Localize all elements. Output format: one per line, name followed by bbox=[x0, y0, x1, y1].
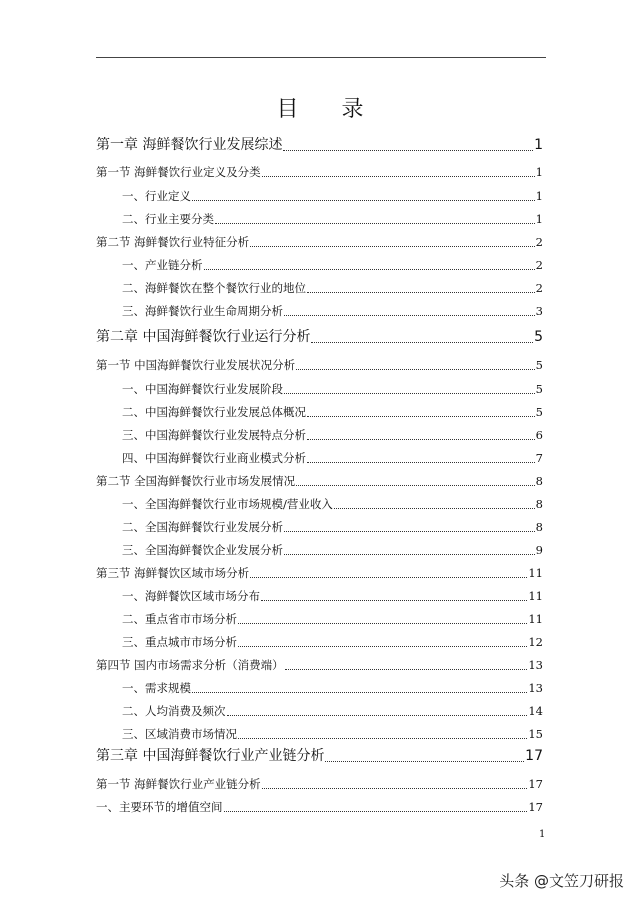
toc-leader-dots bbox=[238, 737, 527, 739]
toc-entry-page: 6 bbox=[535, 428, 543, 442]
toc-subsection-entry bbox=[122, 381, 543, 397]
toc-leader-dots bbox=[284, 314, 535, 316]
toc-section-entry bbox=[96, 799, 543, 815]
toc-chapter-entry bbox=[96, 326, 543, 346]
toc-entry-page: 11 bbox=[528, 566, 543, 580]
toc-leader-dots bbox=[192, 199, 535, 201]
toc-entry-label: 二、海鲜餐饮在整个餐饮行业的地位 bbox=[122, 281, 306, 295]
toc-entry-label: 第二节 海鲜餐饮行业特征分析 bbox=[96, 235, 250, 249]
toc-entry-page: 2 bbox=[535, 235, 543, 249]
toc-entry-label: 三、区域消费市场情况 bbox=[122, 727, 237, 741]
toc-leader-dots bbox=[284, 530, 535, 532]
toc-entry-label: 一、行业定义 bbox=[122, 189, 191, 203]
toc-entry-label: 二、中国海鲜餐饮行业发展总体概况 bbox=[122, 405, 306, 419]
toc-entry-page: 5 bbox=[535, 405, 543, 419]
page-number: 1 bbox=[539, 829, 546, 840]
toc-entry-label: 第一章 海鲜餐饮行业发展综述 bbox=[96, 137, 283, 153]
toc-subsection-entry bbox=[122, 726, 543, 742]
toc-entry-page: 17 bbox=[525, 748, 543, 764]
toc-entry-label: 三、重点城市市场分析 bbox=[122, 635, 237, 649]
toc-entry-page: 8 bbox=[535, 520, 543, 534]
toc-entry-page: 11 bbox=[528, 589, 543, 603]
toc-entry-page: 5 bbox=[535, 358, 543, 372]
toc-leader-dots bbox=[261, 599, 527, 601]
toc-entry-page: 1 bbox=[534, 137, 543, 153]
toc-leader-dots bbox=[192, 691, 527, 693]
toc-entry-label: 三、全国海鲜餐饮企业发展分析 bbox=[122, 543, 283, 557]
toc-entry-label: 第一节 中国海鲜餐饮行业发展状况分析 bbox=[96, 358, 296, 372]
toc-leader-dots bbox=[296, 484, 535, 486]
toc-subsection-entry bbox=[122, 427, 543, 443]
toc-entry-label: 二、全国海鲜餐饮行业发展分析 bbox=[122, 520, 283, 534]
toc-section-entry bbox=[96, 776, 543, 792]
toc-leader-dots bbox=[238, 645, 527, 647]
toc-entry-label: 二、行业主要分类 bbox=[122, 212, 214, 226]
toc-entry-label: 第二节 全国海鲜餐饮行业市场发展情况 bbox=[96, 474, 296, 488]
toc-leader-dots bbox=[307, 438, 535, 440]
toc-section-entry bbox=[96, 473, 543, 489]
toc-leader-dots bbox=[215, 222, 535, 224]
toc-entry-page: 1 bbox=[535, 189, 543, 203]
toc-leader-dots bbox=[325, 760, 524, 762]
toc-entry-page: 7 bbox=[535, 451, 543, 465]
toc-leader-dots bbox=[284, 392, 535, 394]
toc-section-entry bbox=[96, 234, 543, 250]
toc-subsection-entry bbox=[122, 680, 543, 696]
toc-entry-page: 11 bbox=[528, 612, 543, 626]
toc-entry-page: 8 bbox=[535, 474, 543, 488]
toc-leader-dots bbox=[285, 668, 528, 670]
toc-entry-page: 13 bbox=[528, 658, 543, 672]
toc-entry-page: 5 bbox=[534, 329, 543, 345]
toc-entry-label: 一、需求规模 bbox=[122, 681, 191, 695]
toc-entry-label: 四、中国海鲜餐饮行业商业模式分析 bbox=[122, 451, 306, 465]
toc-leader-dots bbox=[283, 149, 533, 151]
toc-subsection-entry bbox=[122, 404, 543, 420]
toc-entry-label: 三、海鲜餐饮行业生命周期分析 bbox=[122, 304, 283, 318]
toc-chapter-entry bbox=[96, 745, 543, 765]
toc-subsection-entry bbox=[122, 519, 543, 535]
toc-subsection-entry bbox=[122, 496, 543, 512]
toc-entry-label: 一、主要环节的增值空间 bbox=[96, 800, 223, 814]
page-title: 目 录 bbox=[276, 97, 382, 122]
toc-leader-dots bbox=[334, 507, 535, 509]
toc-leader-dots bbox=[307, 461, 535, 463]
toc-leader-dots bbox=[238, 622, 527, 624]
toc-section-entry bbox=[96, 565, 543, 581]
watermark-text: 头条 @文笠刀研报 bbox=[499, 872, 624, 890]
toc-entry-page: 2 bbox=[535, 258, 543, 272]
toc-section-entry bbox=[96, 164, 543, 180]
toc-entry-page: 14 bbox=[528, 704, 543, 718]
toc-entry-label: 第三章 中国海鲜餐饮行业产业链分析 bbox=[96, 748, 325, 764]
header-rule bbox=[96, 57, 546, 58]
toc-chapter-entry bbox=[96, 134, 543, 154]
toc-entry-label: 三、中国海鲜餐饮行业发展特点分析 bbox=[122, 428, 306, 442]
toc-entry-page: 12 bbox=[528, 635, 543, 649]
toc-entry-label: 一、产业链分析 bbox=[122, 258, 203, 272]
toc-subsection-entry bbox=[122, 188, 543, 204]
toc-entry-label: 第三节 海鲜餐饮区域市场分析 bbox=[96, 566, 250, 580]
toc-leader-dots bbox=[262, 175, 535, 177]
toc-leader-dots bbox=[224, 810, 528, 812]
toc-leader-dots bbox=[311, 341, 533, 343]
toc-subsection-entry bbox=[122, 634, 543, 650]
toc-leader-dots bbox=[250, 576, 527, 578]
toc-entry-label: 第一节 海鲜餐饮行业定义及分类 bbox=[96, 165, 261, 179]
toc-entry-page: 1 bbox=[535, 212, 543, 226]
toc-leader-dots bbox=[307, 415, 535, 417]
toc-entry-page: 17 bbox=[528, 777, 543, 791]
toc-entry-page: 3 bbox=[535, 304, 543, 318]
toc-subsection-entry bbox=[122, 703, 543, 719]
toc-entry-label: 一、海鲜餐饮区域市场分布 bbox=[122, 589, 260, 603]
toc-subsection-entry bbox=[122, 280, 543, 296]
toc-leader-dots bbox=[262, 787, 528, 789]
toc-entry-label: 第一节 海鲜餐饮行业产业链分析 bbox=[96, 777, 261, 791]
toc-subsection-entry bbox=[122, 611, 543, 627]
toc-leader-dots bbox=[307, 291, 535, 293]
toc-entry-label: 第二章 中国海鲜餐饮行业运行分析 bbox=[96, 329, 311, 345]
toc-entry-page: 2 bbox=[535, 281, 543, 295]
toc-subsection-entry bbox=[122, 211, 543, 227]
toc-subsection-entry bbox=[122, 542, 543, 558]
toc-entry-page: 13 bbox=[528, 681, 543, 695]
toc-entry-page: 1 bbox=[535, 165, 543, 179]
toc-leader-dots bbox=[204, 268, 535, 270]
toc-subsection-entry bbox=[122, 450, 543, 466]
toc-entry-label: 第四节 国内市场需求分析（消费端） bbox=[96, 658, 284, 672]
toc-leader-dots bbox=[250, 245, 535, 247]
toc-entry-label: 二、人均消费及频次 bbox=[122, 704, 226, 718]
toc-entry-label: 二、重点省市市场分析 bbox=[122, 612, 237, 626]
toc-entry-label: 一、全国海鲜餐饮行业市场规模/营业收入 bbox=[122, 497, 333, 511]
toc-entry-page: 15 bbox=[528, 727, 543, 741]
toc-entry-page: 17 bbox=[528, 800, 543, 814]
toc-subsection-entry bbox=[122, 303, 543, 319]
toc-entry-page: 5 bbox=[535, 382, 543, 396]
toc-leader-dots bbox=[227, 714, 528, 716]
toc-leader-dots bbox=[284, 553, 535, 555]
toc-subsection-entry bbox=[122, 257, 543, 273]
toc-section-entry bbox=[96, 357, 543, 373]
toc-subsection-entry bbox=[122, 588, 543, 604]
toc-entry-label: 一、中国海鲜餐饮行业发展阶段 bbox=[122, 382, 283, 396]
toc-entry-page: 8 bbox=[535, 497, 543, 511]
toc-leader-dots bbox=[296, 368, 535, 370]
toc-section-entry bbox=[96, 657, 543, 673]
toc-entry-page: 9 bbox=[535, 543, 543, 557]
